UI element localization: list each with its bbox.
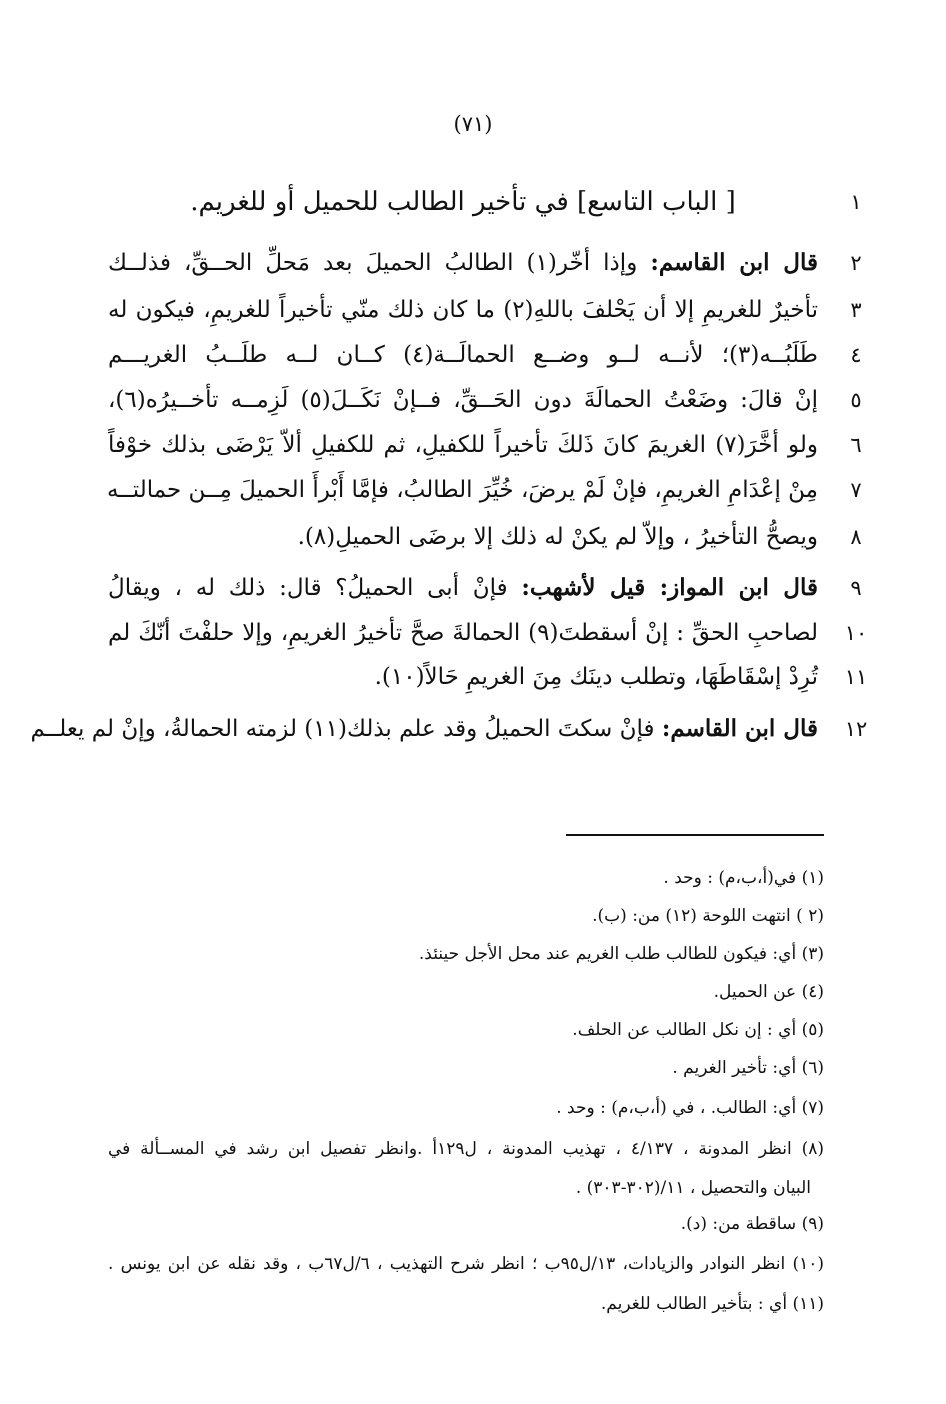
footnote: (٤) عن الحميل. <box>713 982 824 1002</box>
speaker-label: قال ابن القاسم: <box>661 715 818 742</box>
text-line <box>0 182 946 222</box>
line-text: ويصحُّ التأخيرُ ، وإلاّ لم يكنْ له ذلك إلا برضَى الحميلِ(٨). <box>297 524 818 550</box>
line-number: ١١ <box>844 665 868 689</box>
line-number: ١٠ <box>844 621 868 645</box>
speaker-label: قال ابن المواز: قيل لأشهب: <box>521 574 818 601</box>
line-text <box>30 709 818 749</box>
line-text <box>108 568 818 608</box>
footnote-continuation: البيان والتحصيل ، ١١/(٣٠٢-٣٠٣) . <box>575 1178 811 1198</box>
line-number: ١ <box>850 190 862 214</box>
line-text: تأخيرٌ للغريمِ إلا أن يَحْلفَ باللهِ(٢) ما كان ذلك منّي تأخيراً للغريمِ، فيكون له <box>108 297 818 323</box>
chapter-heading: [ الباب التاسع] في تأخير الطالب للحميل أو للغريم. <box>190 187 736 217</box>
text-line <box>0 613 946 653</box>
line-number: ٧ <box>850 478 862 502</box>
text-line <box>0 290 946 330</box>
footnote: (٣) أي: فيكون للطالب طلب الغريم عند محل الأجل حينئذ. <box>418 944 824 964</box>
text-line <box>0 243 946 283</box>
line-text: طَلَبُــه(٣)؛ لأنــه لــو وضــع الحمالَــة(٤) كــان لــه طلَــبُ الغريـــم <box>108 342 818 368</box>
footnote: (٨) انظر المدونة ، ٤/١٣٧ ، تهذيب المدونة ، ل١٢٩أ .وانظر تفصيل ابن رشد في المســألة في <box>108 1139 825 1159</box>
line-number: ٣ <box>850 298 862 322</box>
text-line <box>0 657 946 697</box>
line-text <box>108 243 818 283</box>
line-number: ٢ <box>850 251 862 275</box>
line-text: مِنْ إعْدَامِ الغريمِ، فإنْ لَمْ يرضَ، خُيِّرَ الطالبُ، فإمَّا أَبْرأَ الحميلَ مِــن حمالتــه <box>106 477 818 503</box>
footnote: (٩) ساقطة من: (د). <box>680 1214 824 1234</box>
line-number: ١٢ <box>844 717 868 741</box>
line-number: ٥ <box>850 388 862 412</box>
line-number: ٨ <box>850 525 862 549</box>
line-body: فإنْ أبى الحميلُ؟ قال: ذلك له ، ويقالُ <box>108 575 522 601</box>
speaker-label: قال ابن القاسم: <box>650 249 818 276</box>
line-text: ولو أخَّرَ(٧) الغريمَ كانَ ذَلكَ تأخيراً للكفيلِ، ثم للكفيلِ ألاّ يَرْضَى بذلك خوْفاً <box>108 432 818 458</box>
line-text: إنْ قالَ: وضَعْتُ الحمالَةَ دون الحَــقِّ، فــإنْ نَكَــلَ(٥) لَزِمــه تأخــيرُه(٦)، <box>108 387 818 413</box>
footnote-divider <box>566 834 824 836</box>
footnote: (٦) أي: تأخير الغريم . <box>672 1058 824 1078</box>
footnote: (٢ ) انتهت اللوحة (١٢) من: (ب). <box>592 906 824 926</box>
footnote: (٧) أي: الطالب. ، في (أ،ب،م) : وحد . <box>556 1098 824 1118</box>
footnote: (١١) أي : بتأخير الطالب للغريم. <box>600 1294 824 1314</box>
footnote: (١٠) انظر النوادر والزيادات، ١٣/ل٩٥ب ؛ انظر شرح التهذيب ، ٦/ل٦٧ب ، وقد نقله عن ابن يونس . <box>108 1254 824 1274</box>
line-body: وإذا أخّر(١) الطالبُ الحميلَ بعد مَحلِّ الحــقِّ، فذلــك <box>108 250 651 276</box>
footnote: (١) في(أ،ب،م) : وحد . <box>663 868 824 888</box>
line-text: لصاحبِ الحقِّ : إنْ أسقطتَ(٩) الحمالةَ صحَّ تأخيرُ الغريمِ، وإلا حلفْتَ أنّكَ لم <box>108 620 818 646</box>
line-number: ٤ <box>850 343 862 367</box>
text-line <box>0 380 946 420</box>
text-line <box>0 425 946 465</box>
line-number: ٩ <box>850 576 862 600</box>
line-number: ٦ <box>850 433 862 457</box>
text-line <box>0 335 946 375</box>
text-line <box>0 568 946 608</box>
line-text: تُرِدْ إسْقَاطَهَا، وتطلب دينَك مِنَ الغريمِ حَالاً(١٠). <box>374 664 818 690</box>
page-number: (٧١) <box>453 112 493 136</box>
text-line <box>0 470 946 510</box>
text-line <box>0 709 946 749</box>
line-body: فإنْ سكتَ الحميلُ وقد علم بذلك(١١) لزمته الحمالةُ، وإنْ لم يعلــم <box>30 716 662 742</box>
text-line <box>0 517 946 557</box>
footnote: (٥) أي : إن نكل الطالب عن الحلف. <box>572 1020 824 1040</box>
